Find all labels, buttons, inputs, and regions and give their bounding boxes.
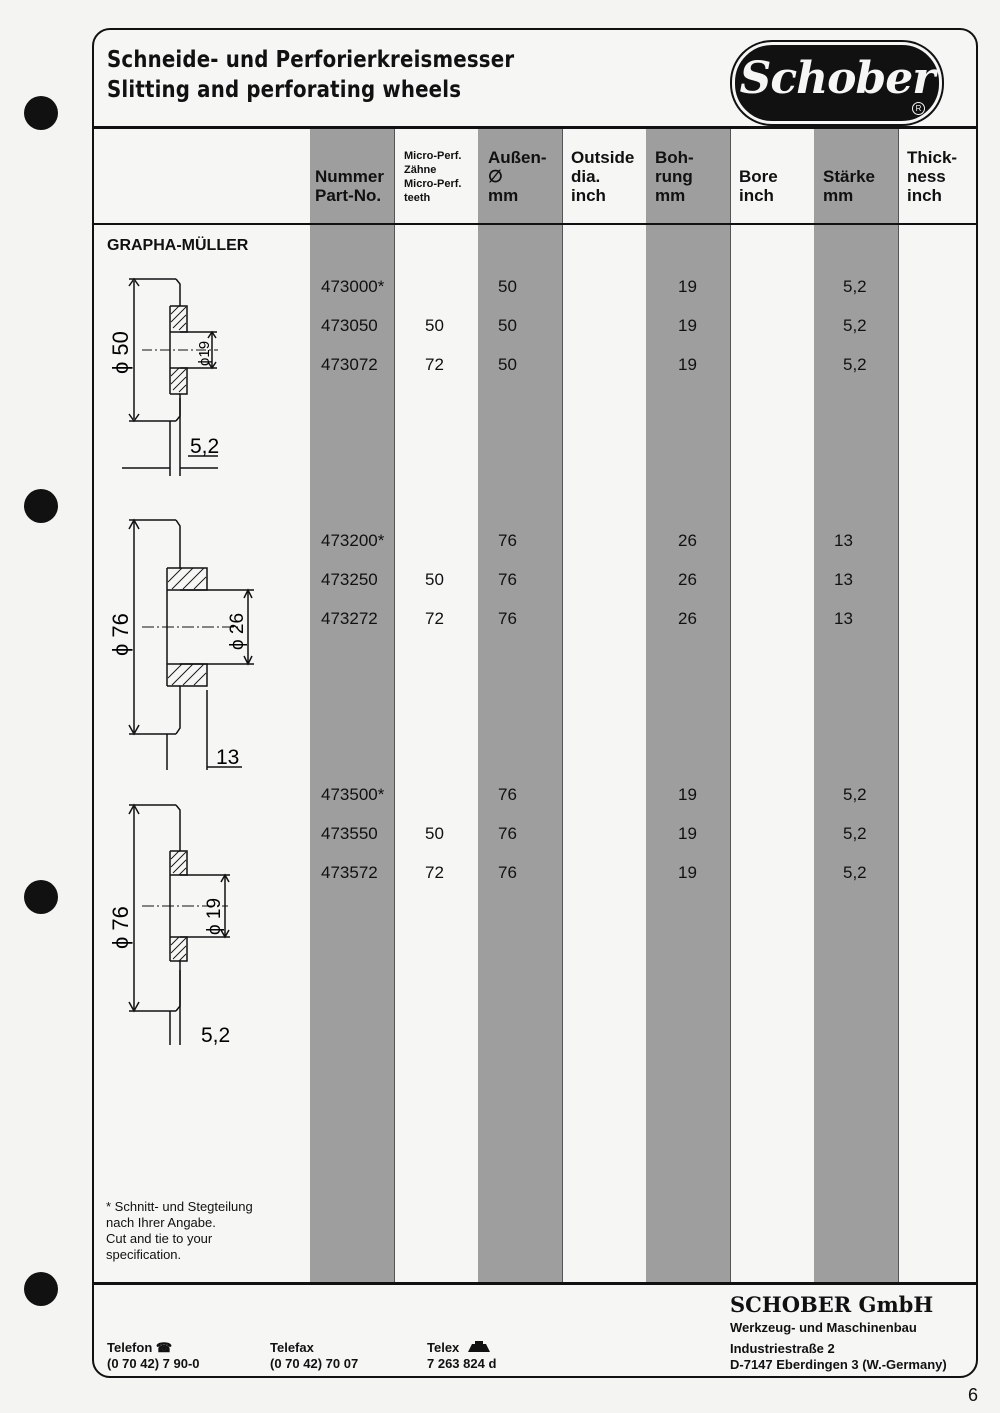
outer-mm-cell: 50 xyxy=(498,316,517,335)
bore-mm-cell: 26 xyxy=(678,531,697,550)
thick-mm-cell: 5,2 xyxy=(843,863,867,882)
part-no-cell: 473072 xyxy=(321,355,378,374)
bore-mm-cell: 19 xyxy=(678,316,697,335)
punch-hole xyxy=(24,1272,58,1306)
page-title-de: Schneide- und Perforierkreismesser xyxy=(107,47,515,73)
column-divider xyxy=(562,127,563,1284)
wheel-drawing-50 xyxy=(102,270,302,495)
teeth-cell: 72 xyxy=(425,863,444,882)
column-divider xyxy=(394,127,395,1284)
telex-label: Telex xyxy=(427,1340,460,1355)
thick-mm-cell: 5,2 xyxy=(843,824,867,843)
column-divider xyxy=(730,127,731,1284)
telefon-value: (0 70 42) 7 90-0 xyxy=(107,1356,200,1371)
drawing-bore-label: ϕ19 xyxy=(196,340,213,366)
outer-mm-cell: 76 xyxy=(498,609,517,628)
outer-mm-cell: 50 xyxy=(498,355,517,374)
outer-mm-cell: 76 xyxy=(498,785,517,804)
outer-mm-cell: 76 xyxy=(498,570,517,589)
drawing-thickness-label: 5,2 xyxy=(201,1024,231,1045)
page-number: 6 xyxy=(968,1385,979,1405)
footnote: * Schnitt- und Stegteilung nach Ihrer Angabe. Cut and tie to your specification. xyxy=(106,1199,253,1262)
part-no-cell: 473272 xyxy=(321,609,378,628)
outer-mm-cell: 76 xyxy=(498,863,517,882)
teeth-cell: 72 xyxy=(425,609,444,628)
company-subtitle: Werkzeug- und Maschinenbau xyxy=(730,1320,917,1335)
header-outer-inch: Outside dia. inch xyxy=(571,148,635,205)
header-bore-mm: Boh- rung mm xyxy=(655,148,694,205)
page-title-en: Slitting and perforating wheels xyxy=(107,77,462,103)
header-teeth: Micro-Perf. Zähne Micro-Perf. teeth xyxy=(404,150,462,204)
bore-mm-cell: 26 xyxy=(678,609,697,628)
drawing-diameter-label: ϕ 76 xyxy=(108,906,133,949)
company-name: SCHOBER GmbH xyxy=(730,1292,934,1317)
part-no-cell: 473200* xyxy=(321,531,385,550)
drawing-diameter-label: ϕ 50 xyxy=(108,331,133,374)
catalog-sheet xyxy=(92,28,978,1378)
thick-mm-cell: 5,2 xyxy=(843,785,867,804)
bore-mm-cell: 19 xyxy=(678,824,697,843)
drawing-bore-label: ϕ 19 xyxy=(204,897,225,935)
teeth-cell: 50 xyxy=(425,824,444,843)
outer-mm-cell: 76 xyxy=(498,531,517,550)
thick-mm-cell: 5,2 xyxy=(843,355,867,374)
telex-value: 7 263 824 d xyxy=(427,1356,497,1371)
part-no-cell: 473500* xyxy=(321,785,385,804)
address-street: Industriestraße 2 xyxy=(730,1341,835,1356)
bore-mm-cell: 19 xyxy=(678,785,697,804)
teeth-cell: 50 xyxy=(425,570,444,589)
thick-mm-cell: 13 xyxy=(834,570,853,589)
schober-logo xyxy=(732,42,942,124)
header-part-no: Nummer Part-No. xyxy=(315,167,384,205)
drawing-thickness-label: 5,2 xyxy=(190,435,220,458)
part-no-cell: 473000* xyxy=(321,277,385,296)
telex-machine-icon xyxy=(466,1340,492,1354)
teeth-cell: 72 xyxy=(425,355,444,374)
part-no-cell: 473572 xyxy=(321,863,378,882)
part-no-cell: 473050 xyxy=(321,316,378,335)
column-stripe-thick-mm xyxy=(814,127,898,1284)
punch-hole xyxy=(24,489,58,523)
address-city: D-7147 Eberdingen 3 (W.-Germany) xyxy=(730,1357,947,1372)
thick-mm-cell: 5,2 xyxy=(843,316,867,335)
thick-mm-cell: 5,2 xyxy=(843,277,867,296)
column-stripe-part-no xyxy=(310,127,394,1284)
drawing-thickness-label: 13 xyxy=(216,746,240,769)
rule-top xyxy=(94,126,976,129)
column-stripe-bore-mm xyxy=(646,127,730,1284)
column-divider xyxy=(898,127,899,1284)
rule-bottom xyxy=(94,1282,976,1285)
telefax-value: (0 70 42) 70 07 xyxy=(270,1356,359,1371)
punch-hole xyxy=(24,96,58,130)
bore-mm-cell: 26 xyxy=(678,570,697,589)
rule-header xyxy=(94,223,976,225)
wheel-drawing-76-26 xyxy=(102,510,302,770)
drawing-bore-label: ϕ 26 xyxy=(227,612,248,650)
header-thick-inch: Thick- ness inch xyxy=(907,148,958,205)
drawing-diameter-label: ϕ 76 xyxy=(108,613,133,656)
bore-mm-cell: 19 xyxy=(678,863,697,882)
part-no-cell: 473250 xyxy=(321,570,378,589)
telefon-label: Telefon ☎ xyxy=(107,1340,173,1355)
header-outer-mm: Außen- ∅ mm xyxy=(488,148,547,205)
thick-mm-cell: 13 xyxy=(834,609,853,628)
bore-mm-cell: 19 xyxy=(678,277,697,296)
section-label: GRAPHA-MÜLLER xyxy=(107,237,249,254)
bore-mm-cell: 19 xyxy=(678,355,697,374)
header-bore-inch: Bore inch xyxy=(739,167,778,205)
wheel-drawing-76-19 xyxy=(102,795,302,1045)
thick-mm-cell: 13 xyxy=(834,531,853,550)
header-thick-mm: Stärke mm xyxy=(823,167,875,205)
teeth-cell: 50 xyxy=(425,316,444,335)
part-no-cell: 473550 xyxy=(321,824,378,843)
column-stripe-outer-mm xyxy=(478,127,562,1284)
logo-wordmark: Schober xyxy=(739,53,935,104)
outer-mm-cell: 50 xyxy=(498,277,517,296)
telefax-label: Telefax xyxy=(270,1340,314,1355)
registered-mark-icon: R xyxy=(912,102,925,115)
outer-mm-cell: 76 xyxy=(498,824,517,843)
punch-hole xyxy=(24,880,58,914)
